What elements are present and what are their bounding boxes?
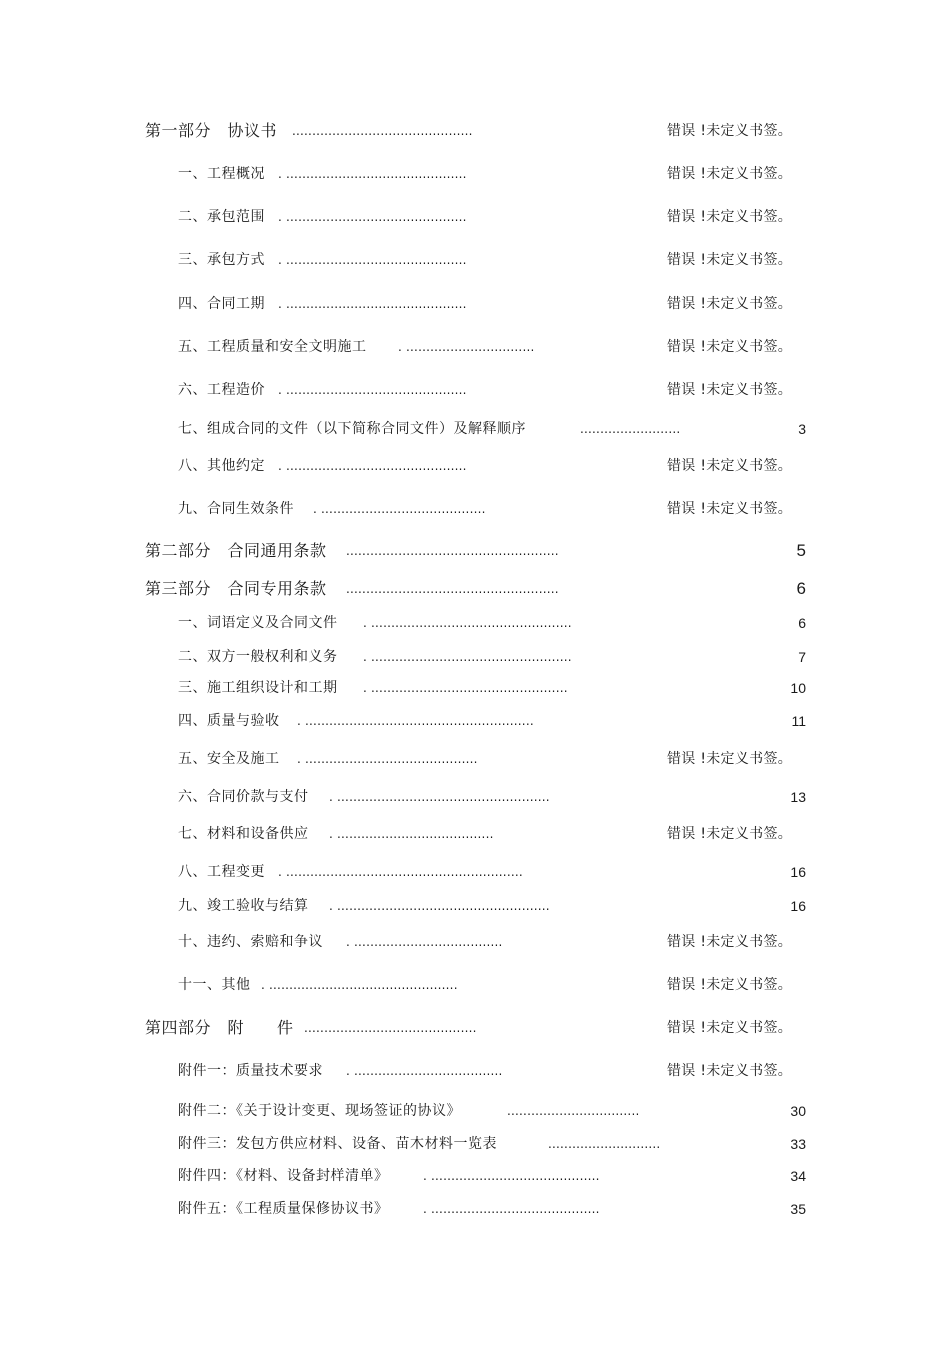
toc-entry-page: 错误 !未定义书签。 <box>667 934 793 950</box>
toc-entry-page: 错误 !未定义书签。 <box>667 501 793 517</box>
toc-entry-title: 三、施工组织设计和工期 <box>178 680 338 696</box>
toc-entry-page: 错误 !未定义书签。 <box>667 209 793 225</box>
toc-entry-page: 16 <box>790 898 806 914</box>
toc-entry[interactable] <box>0 335 950 359</box>
toc-entry-page: 错误 !未定义书签。 <box>667 252 793 268</box>
toc-entry-title: 第四部分 附 件 <box>145 1018 294 1037</box>
toc-entry-title: 七、组成合同的文件（以下简称合同文件）及解释顺序 <box>178 421 526 437</box>
toc-entry[interactable] <box>0 162 950 186</box>
toc-entry-title: 六、工程造价 <box>178 382 265 398</box>
toc-entry-page: 11 <box>791 713 806 729</box>
toc-leader-dots: ........................................... <box>304 1021 477 1035</box>
toc-entry-part-1[interactable] <box>0 119 950 143</box>
toc-leader-dots: . ....................................... <box>329 827 494 841</box>
toc-entry[interactable] <box>0 822 950 846</box>
toc-entry[interactable] <box>0 497 950 521</box>
toc-leader-dots: . ............................................... <box>261 978 458 992</box>
toc-entry[interactable] <box>0 785 950 809</box>
toc-leader-dots: . ............................................. <box>278 383 467 397</box>
toc-leader-dots: . ........................................... <box>297 752 478 766</box>
toc-entry-title: 第三部分 合同专用条款 <box>145 579 327 598</box>
toc-entry-title: 九、竣工验收与结算 <box>178 898 309 914</box>
toc-entry-title: 附件一：质量技术要求 <box>178 1063 323 1079</box>
toc-entry-title: 二、双方一般权利和义务 <box>178 649 338 665</box>
toc-entry-title: 一、词语定义及合同文件 <box>178 615 338 631</box>
toc-entry-title: 附件三：发包方供应材料、设备、苗木材料一览表 <box>178 1136 497 1152</box>
toc-entry-part-4[interactable] <box>0 1016 950 1040</box>
toc-entry-title: 九、合同生效条件 <box>178 501 294 517</box>
toc-leader-dots: . .......................................... <box>423 1169 600 1183</box>
toc-leader-dots: . ............................................. <box>278 297 467 311</box>
toc-leader-dots: ............................ <box>548 1137 661 1151</box>
toc-entry-title: 一、工程概况 <box>178 166 265 182</box>
toc-entry[interactable] <box>0 930 950 954</box>
toc-leader-dots: . ............................................. <box>278 167 467 181</box>
toc-entry-title: 附件二：《关于设计变更、现场签证的协议》 <box>178 1103 461 1119</box>
toc-entry[interactable] <box>0 248 950 272</box>
toc-entry-page: 错误 !未定义书签。 <box>667 1063 793 1079</box>
toc-entry[interactable] <box>0 709 950 733</box>
toc-entry-page: 错误 !未定义书签。 <box>667 458 793 474</box>
toc-entry-page: 错误 !未定义书签。 <box>667 751 793 767</box>
toc-leader-dots: ..................................................... <box>346 582 559 596</box>
toc-entry[interactable] <box>0 417 950 441</box>
toc-leader-dots: ................................. <box>507 1104 640 1118</box>
toc-entry-page: 6 <box>796 579 806 598</box>
toc-entry-title: 附件四：《材料、设备封样清单》 <box>178 1168 389 1184</box>
toc-entry-title: 附件五：《工程质量保修协议书》 <box>178 1201 389 1217</box>
toc-entry-title: 四、质量与验收 <box>178 713 280 729</box>
toc-leader-dots: . .......................................... <box>423 1202 600 1216</box>
toc-entry-title: 十、违约、索赔和争议 <box>178 934 323 950</box>
toc-leader-dots: . ........................................................... <box>278 865 523 879</box>
toc-leader-dots: . .................................................. <box>363 650 572 664</box>
toc-entry[interactable] <box>0 645 950 669</box>
toc-entry[interactable] <box>0 1197 950 1221</box>
toc-entry-page: 错误 !未定义书签。 <box>667 166 793 182</box>
toc-entry-page: 34 <box>790 1168 806 1184</box>
toc-entry-part-2[interactable] <box>0 539 950 563</box>
toc-entry-page: 33 <box>790 1136 806 1152</box>
toc-entry[interactable] <box>0 454 950 478</box>
toc-leader-dots: . .................................................. <box>363 616 572 630</box>
toc-leader-dots: . ..................................................... <box>329 790 550 804</box>
toc-entry-title: 第二部分 合同通用条款 <box>145 541 327 560</box>
toc-entry[interactable] <box>0 1164 950 1188</box>
toc-entry[interactable] <box>0 378 950 402</box>
toc-entry-page: 7 <box>798 649 806 665</box>
toc-leader-dots: . ..................................... <box>346 1064 503 1078</box>
toc-leader-dots: ..................................................... <box>346 544 559 558</box>
toc-entry[interactable] <box>0 676 950 700</box>
toc-entry-page: 错误 !未定义书签。 <box>667 1020 793 1036</box>
toc-entry[interactable] <box>0 860 950 884</box>
toc-entry[interactable] <box>0 611 950 635</box>
toc-entry-page: 3 <box>798 421 806 437</box>
toc-leader-dots: . ............................................. <box>278 459 467 473</box>
toc-entry[interactable] <box>0 205 950 229</box>
toc-entry-title: 五、工程质量和安全文明施工 <box>178 339 367 355</box>
toc-leader-dots: ............................................. <box>292 124 473 138</box>
toc-entry-page: 错误 !未定义书签。 <box>667 826 793 842</box>
toc-entry-title: 四、合同工期 <box>178 296 265 312</box>
toc-leader-dots: . ..................................................... <box>329 899 550 913</box>
toc-entry-page: 35 <box>790 1201 806 1217</box>
toc-entry-title: 八、工程变更 <box>178 864 265 880</box>
toc-leader-dots: . ................................ <box>398 340 535 354</box>
toc-entry[interactable] <box>0 1132 950 1156</box>
toc-entry-title: 八、其他约定 <box>178 458 265 474</box>
toc-entry-page: 6 <box>798 615 806 631</box>
toc-entry-title: 十一、其他 <box>178 977 251 993</box>
toc-entry-page: 错误 !未定义书签。 <box>667 977 793 993</box>
toc-leader-dots: . ......................................... <box>313 502 486 516</box>
toc-leader-dots: . ............................................. <box>278 253 467 267</box>
toc-entry-title: 二、承包范围 <box>178 209 265 225</box>
toc-leader-dots: . ............................................. <box>278 210 467 224</box>
toc-leader-dots: . ......................................................... <box>297 714 534 728</box>
toc-entry-page: 错误 !未定义书签。 <box>667 382 793 398</box>
toc-entry-title: 三、承包方式 <box>178 252 265 268</box>
toc-entry[interactable] <box>0 1099 950 1123</box>
toc-leader-dots: . ................................................. <box>363 681 568 695</box>
toc-entry-page: 5 <box>796 541 806 560</box>
toc-entry-title: 第一部分 协议书 <box>145 121 278 140</box>
toc-entry-page: 13 <box>790 789 806 805</box>
toc-entry-part-3[interactable] <box>0 577 950 601</box>
toc-entry-page: 16 <box>790 864 806 880</box>
toc-entry[interactable] <box>0 292 950 316</box>
toc-leader-dots: . ..................................... <box>346 935 503 949</box>
toc-entry-page: 错误 !未定义书签。 <box>667 123 793 139</box>
toc-entry[interactable] <box>0 894 950 918</box>
toc-entry-page: 30 <box>790 1103 806 1119</box>
toc-entry[interactable] <box>0 1059 950 1083</box>
toc-entry-page: 错误 !未定义书签。 <box>667 296 793 312</box>
toc-entry-page: 10 <box>790 680 806 696</box>
toc-entry-title: 七、材料和设备供应 <box>178 826 309 842</box>
toc-entry[interactable] <box>0 973 950 997</box>
toc-entry-page: 错误 !未定义书签。 <box>667 339 793 355</box>
toc-entry[interactable] <box>0 747 950 771</box>
toc-leader-dots: ......................... <box>580 422 681 436</box>
toc-entry-title: 六、合同价款与支付 <box>178 789 309 805</box>
toc-entry-title: 五、安全及施工 <box>178 751 280 767</box>
